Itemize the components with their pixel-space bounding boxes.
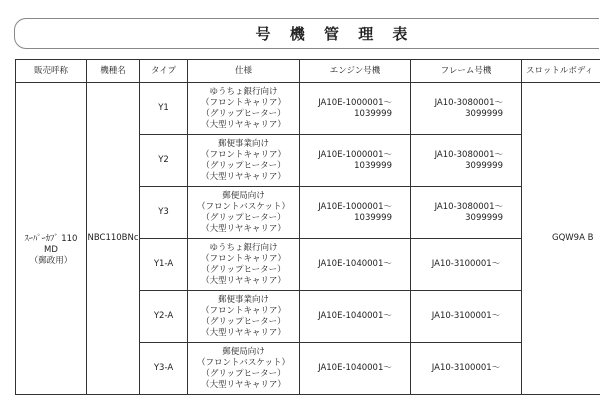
type-cell: Y1-A — [140, 239, 188, 291]
engine-number-line: 1039999 — [354, 160, 392, 171]
spec-cell — [188, 291, 300, 343]
spec-line: （グリップヒーター） — [201, 316, 286, 327]
engine-number-line: JA10E-1000001～ — [318, 149, 392, 160]
spec-line: （グリップヒーター） — [201, 212, 286, 223]
frame-number-line: JA10-3080001～ — [434, 97, 503, 108]
sales-name-cell — [16, 83, 87, 395]
serial-number-table — [15, 59, 600, 395]
spec-line: （グリップヒーター） — [201, 368, 286, 379]
frame-number-cell — [411, 343, 522, 395]
spec-line: （大型リヤキャリア） — [201, 119, 286, 130]
spec-cell — [188, 239, 300, 291]
frame-number-cell — [411, 135, 522, 187]
spec-cell — [188, 187, 300, 239]
throttle-body-value: GQW9A B — [552, 233, 594, 243]
frame-number-line: JA10-3100001～ — [431, 311, 501, 321]
spec-line: （グリップヒーター） — [201, 108, 286, 119]
frame-number-cell — [411, 291, 522, 343]
spec-line: 郵便事業向け — [217, 138, 269, 149]
spec-line: （フロントキャリア） — [200, 97, 286, 108]
engine-number-cell — [300, 135, 411, 187]
type-cell: Y3-A — [140, 343, 188, 395]
spec-line: 郵便事業向け — [217, 294, 269, 305]
sales-name-line: ｽｰﾊﾟｰｶﾌﾞ 110 — [24, 234, 78, 244]
frame-number-line: JA10-3080001～ — [434, 201, 503, 212]
spec-line: （大型リヤキャリア） — [201, 275, 286, 286]
frame-number-line: 3099999 — [465, 108, 503, 119]
spec-line: （グリップヒーター） — [201, 160, 286, 171]
sales-name-line: MD — [44, 245, 58, 255]
spec-line: （大型リヤキャリア） — [201, 171, 286, 182]
frame-number-cell — [411, 239, 522, 291]
spec-line: （フロントキャリア） — [200, 253, 286, 264]
spec-line: （フロントキャリア） — [200, 305, 286, 316]
spec-line: （グリップヒーター） — [201, 264, 286, 275]
engine-number-line: JA10E-1040001～ — [318, 363, 392, 373]
engine-number-line: JA10E-1040001～ — [318, 259, 392, 269]
engine-number-cell — [300, 343, 411, 395]
header-throttle-body: スロットルボディ — [522, 60, 600, 83]
type-cell: Y1 — [140, 83, 188, 135]
model-code-cell: NBC110BNc — [87, 83, 140, 395]
frame-number-line: 3099999 — [465, 160, 503, 171]
type-cell: Y2-A — [140, 291, 188, 343]
header-frame-number: フレーム号機 — [411, 60, 522, 83]
header-type: タイプ — [140, 60, 188, 83]
header-sales-name: 販売呼称 — [16, 60, 87, 83]
spec-line: ゆうちょ銀行向け — [209, 86, 278, 97]
spec-line: （フロントキャリア） — [200, 149, 286, 160]
engine-number-cell — [300, 187, 411, 239]
frame-number-line: JA10-3100001～ — [431, 363, 501, 373]
throttle-body-cell — [522, 83, 600, 395]
frame-number-line: 3099999 — [465, 212, 503, 223]
header-engine-number: エンジン号機 — [300, 60, 411, 83]
spec-line: （フロントバスケット） — [197, 201, 290, 212]
engine-number-line: 1039999 — [354, 108, 392, 119]
type-cell: Y3 — [140, 187, 188, 239]
type-cell: Y2 — [140, 135, 188, 187]
spec-line: （大型リヤキャリア） — [201, 327, 286, 338]
engine-number-cell — [300, 239, 411, 291]
header-spec: 仕様 — [188, 60, 300, 83]
header-model-name: 機種名 — [87, 60, 140, 83]
spec-line: ゆうちょ銀行向け — [209, 242, 278, 253]
spec-line: （大型リヤキャリア） — [201, 223, 286, 234]
spec-cell — [188, 135, 300, 187]
engine-number-cell — [300, 291, 411, 343]
engine-number-line: 1039999 — [354, 212, 392, 223]
frame-number-line: JA10-3080001～ — [434, 149, 503, 160]
spec-cell — [188, 83, 300, 135]
spec-line: 郵便局向け — [222, 190, 265, 201]
spec-line: （フロントバスケット） — [197, 357, 290, 368]
frame-number-cell — [411, 187, 522, 239]
frame-number-line: JA10-3100001～ — [431, 259, 501, 269]
engine-number-cell — [300, 83, 411, 135]
engine-number-line: JA10E-1040001～ — [318, 311, 392, 321]
spec-line: 郵便局向け — [222, 346, 265, 357]
table-row — [16, 83, 600, 135]
engine-number-line: JA10E-1000001～ — [318, 201, 392, 212]
sales-name-line: （郵政用） — [29, 256, 73, 266]
frame-number-cell — [411, 83, 522, 135]
spec-cell — [188, 343, 300, 395]
engine-number-line: JA10E-1000001～ — [318, 97, 392, 108]
spec-line: （大型リヤキャリア） — [201, 379, 286, 390]
page-title: 号 機 管 理 表 — [255, 25, 415, 43]
